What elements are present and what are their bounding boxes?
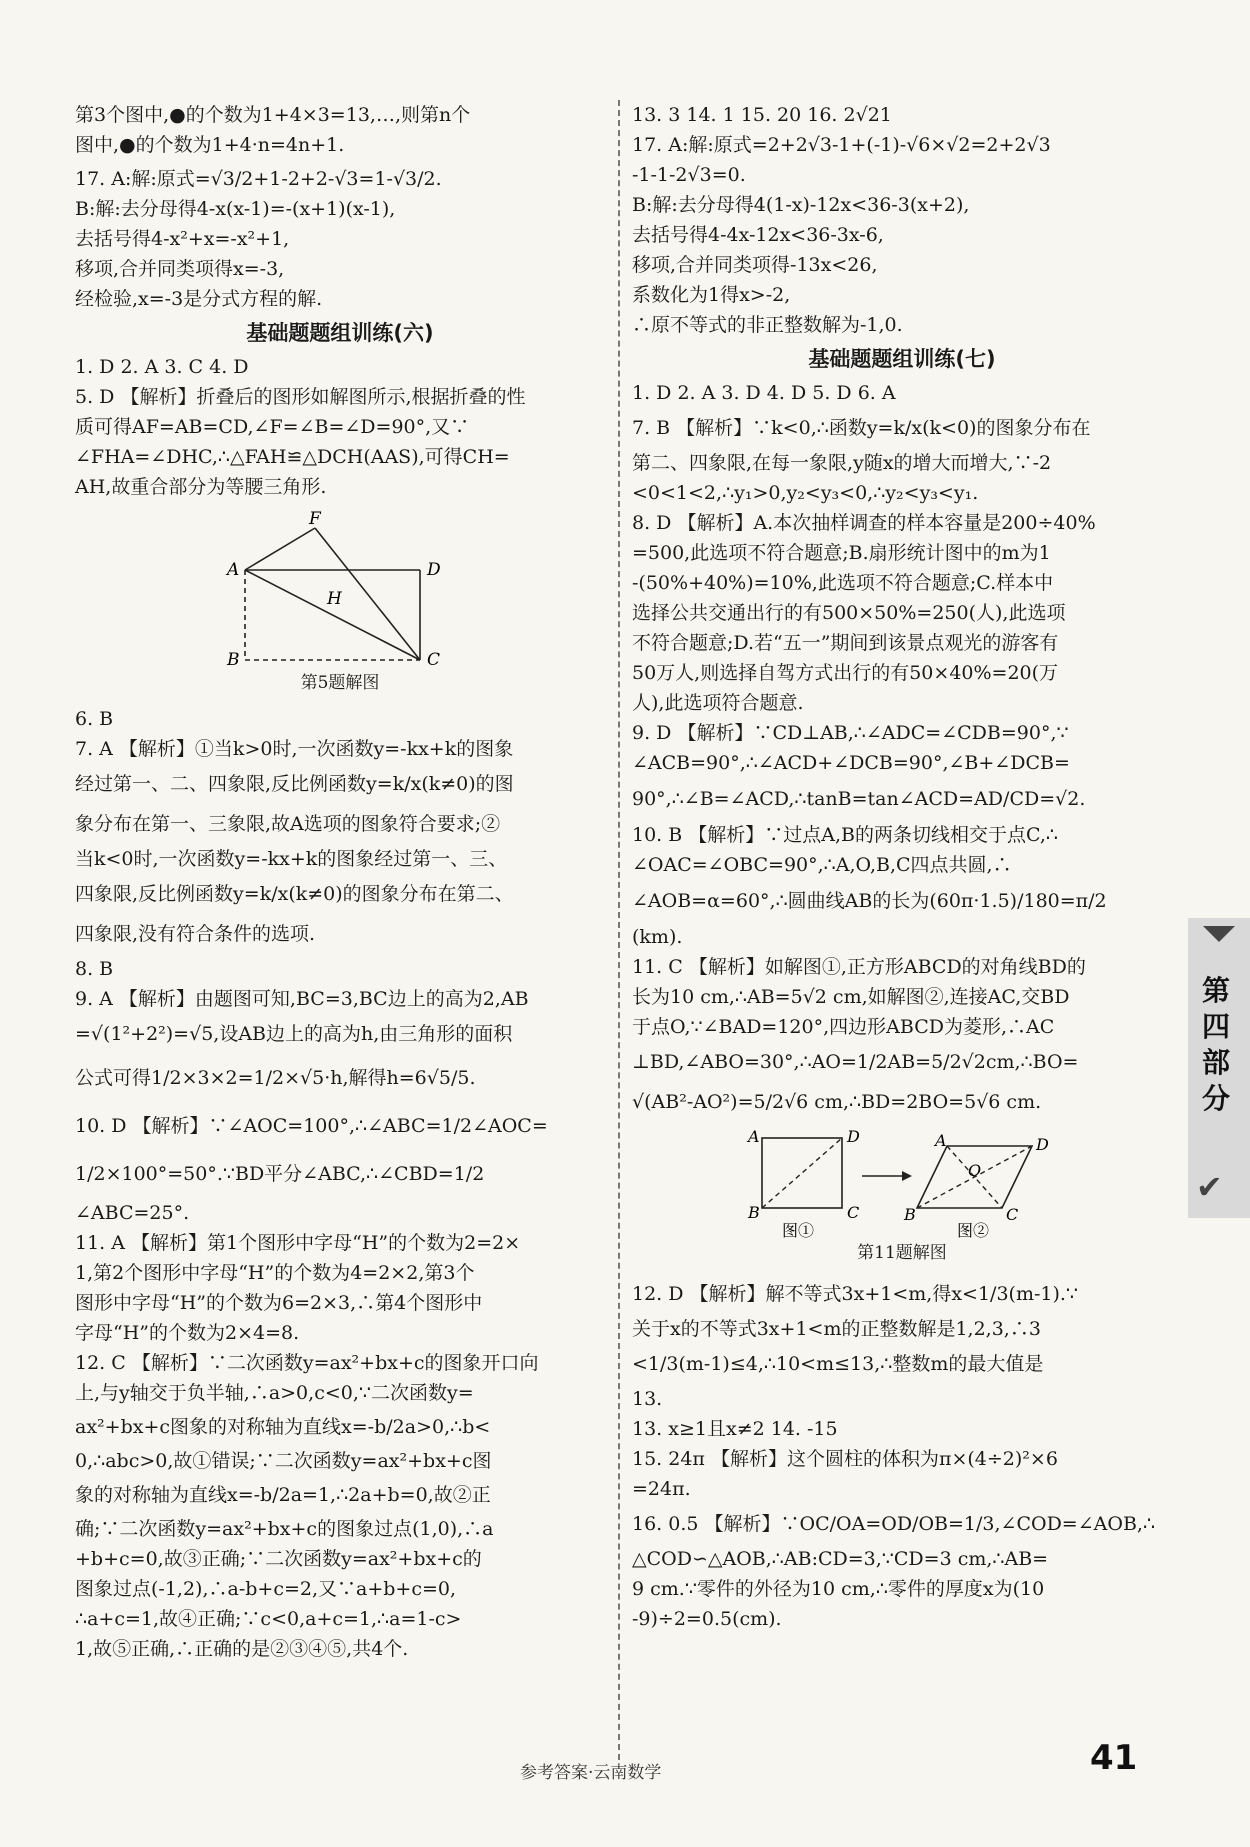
label-B: B bbox=[748, 1203, 760, 1222]
section-side-tab bbox=[1188, 918, 1250, 1218]
q17-right bbox=[632, 130, 1172, 340]
fig11-sub1: 图① bbox=[782, 1221, 815, 1238]
text-line: 17. A:解:原式=√3/2+1-2+2-√3=1-√3/2. bbox=[75, 168, 442, 190]
text-line: 质可得AF=AB=CD,∠F=∠B=∠D=90°,又∵ bbox=[75, 416, 470, 438]
label-D2: D bbox=[1036, 1135, 1049, 1154]
text-line: 9. D 【解析】∵CD⊥AB,∴∠ADC=∠CDB=90°,∵ bbox=[632, 722, 1069, 744]
text-line: 5. D 【解析】折叠后的图形如解图所示,根据折叠的性 bbox=[75, 386, 526, 408]
fig5-diagram bbox=[215, 508, 465, 668]
text-line: 移项,合并同类项得x=-3, bbox=[75, 258, 285, 280]
text-line: =24π. bbox=[632, 1478, 691, 1500]
q8: 8. B bbox=[75, 958, 114, 980]
text-line: 经过第一、二、四象限,反比例函数y=k/x(k≠0)的图 bbox=[75, 773, 514, 795]
label-H: H bbox=[327, 589, 342, 609]
text-line: 当k<0时,一次函数y=-kx+k的图象经过第一、三、 bbox=[75, 848, 508, 870]
label-A: A bbox=[748, 1128, 760, 1146]
text-line: <1/3(m-1)≤4,∴10<m≤13,∴整数m的最大值是 bbox=[632, 1353, 1044, 1375]
page-number: 41 bbox=[1090, 1738, 1138, 1778]
label-D: D bbox=[427, 560, 441, 580]
label-D: D bbox=[847, 1128, 860, 1146]
text-line: 上,与y轴交于负半轴,∴a>0,c<0,∵二次函数y= bbox=[75, 1382, 474, 1404]
text-line: B:解:去分母得4(1-x)-12x<36-3(x+2), bbox=[632, 194, 970, 216]
text-line: ∠OAC=∠OBC=90°,∴A,O,B,C四点共圆,∴ bbox=[632, 854, 1012, 876]
text-line: 第3个图中,●的个数为1+4×3=13,…,则第n个 bbox=[75, 104, 471, 126]
column-divider bbox=[618, 100, 620, 1760]
right-column bbox=[632, 100, 1172, 1634]
text-line: 7. A 【解析】①当k>0时,一次函数y=-kx+k的图象 bbox=[75, 738, 514, 760]
text-line: 11. A 【解析】第1个图形中字母“H”的个数为2=2× bbox=[75, 1232, 521, 1254]
check-mark-icon: ✔ bbox=[1196, 1168, 1223, 1206]
answers-1-4: 1. D 2. A 3. C 4. D bbox=[75, 356, 249, 378]
text-line: 1,故⑤正确,∴正确的是②③④⑤,共4个. bbox=[75, 1638, 409, 1660]
fig11-sub2: 图② bbox=[957, 1221, 990, 1238]
text-line: 人),此选项符合题意. bbox=[632, 692, 804, 714]
text-line: ∠FHA=∠DHC,∴△FAH≌△DCH(AAS),可得CH= bbox=[75, 446, 510, 468]
text-line: ∠AOB=α=60°,∴圆曲线AB的长为(60π·1.5)/180=π/2 bbox=[632, 890, 1107, 912]
left-column bbox=[75, 100, 605, 1664]
text-line: 象分布在第一、三象限,故A选项的图象符合要求;② bbox=[75, 813, 501, 835]
q9-right bbox=[632, 718, 1172, 820]
text-line: 选择公共交通出行的有500×50%=250(人),此选项 bbox=[632, 602, 1066, 624]
text-line: 四象限,反比例函数y=k/x(k≠0)的图象分布在第二、 bbox=[75, 883, 514, 905]
label-C: C bbox=[847, 1203, 860, 1222]
text-line: ⊥BD,∠ABO=30°,∴AO=1/2AB=5/2√2cm,∴BO= bbox=[632, 1051, 1079, 1073]
text-line: (km). bbox=[632, 926, 683, 948]
text-line: 图中,●的个数为1+4·n=4n+1. bbox=[75, 134, 345, 156]
label-B2: B bbox=[904, 1205, 916, 1224]
q11-right bbox=[632, 952, 1172, 1122]
text-line: 公式可得1/2×3×2=1/2×√5·h,解得h=6√5/5. bbox=[75, 1067, 476, 1089]
text-line: 长为10 cm,∴AB=5√2 cm,如解图②,连接AC,交BD bbox=[632, 986, 1070, 1008]
text-line: 移项,合并同类项得-13x<26, bbox=[632, 254, 878, 276]
text-line: 9. A 【解析】由题图可知,BC=3,BC边上的高为2,AB bbox=[75, 988, 529, 1010]
text-line: B:解:去分母得4-x(x-1)=-(x+1)(x-1), bbox=[75, 198, 396, 220]
answers-13-14: 13. x≥1且x≠2 14. -15 bbox=[632, 1418, 838, 1440]
text-line: 象的对称轴为直线x=-b/2a=1,∴2a+b=0,故②正 bbox=[75, 1484, 491, 1506]
label-C2: C bbox=[1006, 1205, 1019, 1224]
text-line: 系数化为1得x>-2, bbox=[632, 284, 791, 306]
fig11-diagram bbox=[732, 1128, 1072, 1238]
section-heading-7: 基础题题组训练(七) bbox=[808, 347, 996, 371]
answers-13-16: 13. 3 14. 1 15. 20 16. 2√21 bbox=[632, 104, 892, 126]
text-line: 去括号得4-x²+x=-x²+1, bbox=[75, 228, 290, 250]
q15-right bbox=[632, 1444, 1172, 1504]
text-line: 四象限,没有符合条件的选项. bbox=[75, 923, 316, 945]
q12-left bbox=[75, 1348, 605, 1664]
text-line: 去括号得4-4x-12x<36-3x-6, bbox=[632, 224, 884, 246]
text-line: ∠ACB=90°,∴∠ACD+∠DCB=90°,∠B+∠DCB= bbox=[632, 752, 1070, 774]
text-line: -(50%+40%)=10%,此选项不符合题意;C.样本中 bbox=[632, 572, 1054, 594]
text-line: 90°,∴∠B=∠ACD,∴tanB=tan∠ACD=AD/CD=√2. bbox=[632, 788, 1086, 810]
text-line: 不符合题意;D.若“五一”期间到该景点观光的游客有 bbox=[632, 632, 1059, 654]
label-F: F bbox=[309, 509, 321, 529]
label-O: O bbox=[968, 1161, 982, 1180]
text-line: 17. A:解:原式=2+2√3-1+(-1)-√6×√2=2+2√3 bbox=[632, 134, 1051, 156]
text-line: 第二、四象限,在每一象限,y随x的增大而增大,∵-2 bbox=[632, 452, 1052, 474]
text-line: -9)÷2=0.5(cm). bbox=[632, 1608, 782, 1630]
text-line: +b+c=0,故③正确;∵二次函数y=ax²+bx+c的 bbox=[75, 1548, 482, 1570]
text-line: 图形中字母“H”的个数为6=2×3,∴第4个图形中 bbox=[75, 1292, 483, 1314]
q17-left bbox=[75, 164, 605, 314]
q8-right bbox=[632, 508, 1172, 718]
text-line: =√(1²+2²)=√5,设AB边上的高为h,由三角形的面积 bbox=[75, 1023, 513, 1045]
text-line: √(AB²-AO²)=5/2√6 cm,∴BD=2BO=5√6 cm. bbox=[632, 1091, 1042, 1113]
text-line: ∴a+c=1,故④正确;∵c<0,a+c=1,∴a=1-c> bbox=[75, 1608, 462, 1630]
text-line: 1,第2个图形中字母“H”的个数为4=2×2,第3个 bbox=[75, 1262, 475, 1284]
text-line: 8. D 【解析】A.本次抽样调查的样本容量是200÷40% bbox=[632, 512, 1096, 534]
q5 bbox=[75, 382, 605, 502]
text-line: =500,此选项不符合题意;B.扇形统计图中的m为1 bbox=[632, 542, 1051, 564]
q10-right bbox=[632, 820, 1172, 952]
q9-left bbox=[75, 984, 605, 1102]
text-line: 50万人,则选择自驾方式出行的有50×40%=20(万 bbox=[632, 662, 1059, 684]
q6: 6. B bbox=[75, 708, 114, 730]
fig5-caption: 第5题解图 bbox=[300, 673, 380, 693]
text-line: 12. D 【解析】解不等式3x+1<m,得x<1/3(m-1).∵ bbox=[632, 1283, 1079, 1305]
q7-right bbox=[632, 408, 1172, 508]
answers-1-6: 1. D 2. A 3. D 4. D 5. D 6. A bbox=[632, 382, 896, 404]
q10-left bbox=[75, 1102, 605, 1228]
text-line: 9 cm.∵零件的外径为10 cm,∴零件的厚度x为(10 bbox=[632, 1578, 1045, 1600]
text-line: 10. B 【解析】∵过点A,B的两条切线相交于点C,∴ bbox=[632, 824, 1058, 846]
text-line: 字母“H”的个数为2×4=8. bbox=[75, 1322, 300, 1344]
text-line: ax²+bx+c图象的对称轴为直线x=-b/2a>0,∴b< bbox=[75, 1416, 491, 1438]
side-tab-label: 第四部分 bbox=[1202, 974, 1231, 1115]
label-C: C bbox=[427, 650, 441, 668]
q16-right bbox=[632, 1504, 1172, 1634]
q7-left bbox=[75, 734, 605, 954]
text-line: AH,故重合部分为等腰三角形. bbox=[75, 476, 327, 498]
text-line: <0<1<2,∴y₁>0,y₂<y₃<0,∴y₂<y₃<y₁. bbox=[632, 482, 979, 504]
text-line: 于点O,∵∠BAD=120°,四边形ABCD为菱形,∴AC bbox=[632, 1016, 1055, 1038]
text-line: 1/2×100°=50°.∵BD平分∠ABC,∴∠CBD=1/2 bbox=[75, 1163, 485, 1185]
text-line: ∴原不等式的非正整数解为-1,0. bbox=[632, 314, 903, 336]
text-line: 经检验,x=-3是分式方程的解. bbox=[75, 288, 323, 310]
text-line: 13. bbox=[632, 1388, 663, 1410]
page-footer: 参考答案·云南数学 bbox=[520, 1763, 662, 1783]
label-A: A bbox=[227, 560, 240, 580]
section-heading-6: 基础题题组训练(六) bbox=[246, 321, 434, 345]
q11-left bbox=[75, 1228, 605, 1348]
text-line: 图象过点(-1,2),∴a-b+c=2,又∵a+b+c=0, bbox=[75, 1578, 457, 1600]
text-line: 15. 24π 【解析】这个圆柱的体积为π×(4÷2)²×6 bbox=[632, 1448, 1058, 1470]
q12-right bbox=[632, 1274, 1172, 1414]
triangle-down-icon bbox=[1203, 926, 1235, 942]
text-line: 关于x的不等式3x+1<m的正整数解是1,2,3,∴3 bbox=[632, 1318, 1041, 1340]
text-line: 确;∵二次函数y=ax²+bx+c的图象过点(1,0),∴a bbox=[75, 1518, 494, 1540]
fig11-caption: 第11题解图 bbox=[857, 1243, 947, 1263]
text-line: ∠ABC=25°. bbox=[75, 1202, 190, 1224]
text-line: -1-1-2√3=0. bbox=[632, 164, 746, 186]
label-A2: A bbox=[935, 1131, 947, 1150]
text-line: 16. 0.5 【解析】∵OC/OA=OD/OB=1/3,∠COD=∠AOB,∴ bbox=[632, 1513, 1156, 1535]
text-line: 10. D 【解析】∵∠AOC=100°,∴∠ABC=1/2∠AOC= bbox=[75, 1115, 548, 1137]
text-line: 0,∴abc>0,故①错误;∵二次函数y=ax²+bx+c图 bbox=[75, 1450, 492, 1472]
text-line: △COD∽△AOB,∴AB:CD=3,∵CD=3 cm,∴AB= bbox=[632, 1548, 1049, 1570]
text-line: 11. C 【解析】如解图①,正方形ABCD的对角线BD的 bbox=[632, 956, 1086, 978]
text-line: 7. B 【解析】∵k<0,∴函数y=k/x(k<0)的图象分布在 bbox=[632, 417, 1091, 439]
text-line: 12. C 【解析】∵二次函数y=ax²+bx+c的图象开口向 bbox=[75, 1352, 539, 1374]
label-B: B bbox=[227, 650, 240, 668]
intro-block bbox=[75, 100, 605, 160]
